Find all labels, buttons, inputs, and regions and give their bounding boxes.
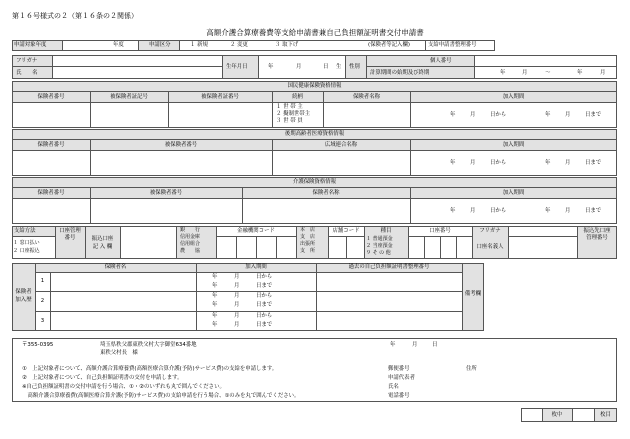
m2-from-day: 日から bbox=[256, 293, 273, 299]
branch-type-head[interactable]: 本 店 bbox=[300, 227, 316, 233]
fiscal-year-label: 申請対象年度 bbox=[14, 42, 47, 48]
note-line-1: ① 上記対象者について、高額介護合算療養費(高額医療合算介護(予防)サービス費)の支給を申請します。 bbox=[22, 366, 278, 372]
holder-furigana-label: フリガナ bbox=[479, 228, 501, 234]
date-day: 日 bbox=[432, 342, 438, 348]
relation-householder[interactable]: １ 世 帯 主 bbox=[276, 104, 303, 110]
care-header-period: 加入期間 bbox=[502, 190, 525, 196]
insurer-note: (保険者等記入欄) bbox=[368, 42, 410, 48]
category-option-new[interactable]: １ 新規 bbox=[190, 42, 208, 48]
birth-label: 生年月日 bbox=[226, 64, 248, 70]
applicant-phone-label: 電話番号 bbox=[388, 393, 410, 399]
account-type-other[interactable]: ９ そ の 他 bbox=[366, 250, 391, 256]
members-section bbox=[12, 263, 484, 331]
elderly-header-union-name: 広域連合名称 bbox=[324, 142, 358, 148]
nhi-from-month: 月 bbox=[470, 112, 476, 118]
window-mgmt-label-1: 口座管理 bbox=[59, 228, 81, 234]
personal-no-label: 個人番号 bbox=[430, 58, 452, 64]
account-type-current[interactable]: ２ 当座預金 bbox=[366, 243, 393, 249]
page-of-label: 枚中 bbox=[551, 412, 563, 418]
institution-code-label: 金融機関コード bbox=[237, 228, 275, 234]
elderly-to-month: 月 bbox=[565, 160, 571, 166]
applicant-rep-label: 申請代表者 bbox=[388, 375, 415, 381]
nhi-to-day: 日まで bbox=[585, 112, 602, 118]
transfer-label-1: 振込口座 bbox=[91, 236, 114, 242]
members-header-period: 加入期間 bbox=[245, 264, 267, 270]
nhi-header-card-symbol: 被保険者証記号 bbox=[110, 94, 148, 100]
bank-type-bank[interactable]: 銀 行 bbox=[180, 227, 201, 233]
account-type-label: 種目 bbox=[380, 228, 392, 234]
branch-type-office[interactable]: 出張所 bbox=[300, 241, 316, 247]
address-line-2: 東秩父村長 様 bbox=[100, 350, 138, 356]
bank-type-shinkin[interactable]: 信用金庫 bbox=[180, 234, 201, 240]
nhi-to-month: 月 bbox=[565, 112, 571, 118]
remarks-label: 備考欄 bbox=[464, 291, 482, 297]
birth-month-unit: 月 bbox=[296, 64, 302, 70]
period-label: 計算期間の始期及び終期 bbox=[370, 70, 430, 76]
note-line-2: ② 上記対象者について、自己負担額証明書の交付を申請します。 bbox=[22, 375, 183, 381]
nhi-header-insurer-name: 保険者名称 bbox=[353, 94, 380, 100]
page-nth-label: 枚目 bbox=[600, 412, 611, 418]
care-from-day: 日から bbox=[490, 208, 507, 214]
postal-code: 〒355-0395 bbox=[22, 342, 54, 348]
m3-from-day: 日から bbox=[256, 313, 273, 319]
m3-to-day: 日まで bbox=[256, 322, 273, 328]
dest-mgmt-label-2: 管理番号 bbox=[586, 235, 608, 241]
elderly-to-year: 年 bbox=[545, 160, 551, 166]
nhi-header-relation: 続柄 bbox=[292, 94, 303, 100]
care-to-day: 日まで bbox=[585, 208, 602, 214]
account-type-ordinary[interactable]: １ 普通預金 bbox=[366, 236, 393, 242]
elderly-from-year: 年 bbox=[450, 160, 456, 166]
m3-from-month: 月 bbox=[234, 313, 240, 319]
address-line-1: 埼玉県秩父郡東秩父村大字御堂634番地 bbox=[100, 342, 197, 348]
m2-to-month: 月 bbox=[234, 302, 240, 308]
nhi-header-insurer-no: 保険者番号 bbox=[37, 94, 65, 100]
date-month: 月 bbox=[412, 342, 418, 348]
applicant-name-label: 氏名 bbox=[388, 384, 399, 390]
window-mgmt-label-2: 番号 bbox=[64, 235, 76, 241]
category-label: 申請区分 bbox=[149, 42, 171, 48]
account-no-label: 口座番号 bbox=[429, 228, 451, 234]
care-to-month: 月 bbox=[565, 208, 571, 214]
period-end-year: 年 bbox=[577, 70, 583, 76]
care-header-insured-no: 被保険者番号 bbox=[149, 190, 183, 196]
care-header-insurer-no: 保険者番号 bbox=[37, 190, 65, 196]
dest-mgmt-label-1: 振込先口座 bbox=[583, 228, 611, 234]
relation-deemed-householder[interactable]: ２ 擬制世帯主 bbox=[276, 111, 311, 117]
branch-type-sub[interactable]: 支 所 bbox=[300, 248, 316, 254]
bank-type-kumiai[interactable]: 信用組合 bbox=[180, 241, 201, 247]
member-row-2-no: 2 bbox=[40, 298, 45, 304]
nhi-section-title: 国民健康保険資格情報 bbox=[287, 83, 342, 89]
period-tilde: ～ bbox=[545, 70, 551, 76]
elderly-to-day: 日まで bbox=[585, 160, 602, 166]
care-from-month: 月 bbox=[470, 208, 476, 214]
relation-member[interactable]: ３ 世 帯 員 bbox=[276, 118, 303, 124]
note-line-3: ※自己負担額証明書の交付申請を行う場合、①・②のいずれも丸で囲んでください。 bbox=[22, 384, 225, 390]
category-option-withdraw[interactable]: ３ 取下げ bbox=[275, 42, 299, 48]
nhi-from-day: 日から bbox=[490, 112, 507, 118]
members-side-label-2: 加入歴 bbox=[15, 297, 32, 303]
nhi-header-card-no: 被保険者証番号 bbox=[201, 94, 239, 100]
row-fiscal-year bbox=[12, 40, 495, 51]
nhi-to-year: 年 bbox=[545, 112, 551, 118]
transfer-label-2: 記 入 欄 bbox=[92, 244, 113, 250]
m1-to-day: 日まで bbox=[256, 283, 273, 289]
furigana-label: フリガナ bbox=[16, 58, 38, 64]
name-label: 氏 名 bbox=[16, 70, 38, 76]
m3-from-year: 年 bbox=[212, 313, 218, 319]
date-year: 年 bbox=[390, 342, 396, 348]
elderly-from-month: 月 bbox=[470, 160, 476, 166]
members-side-label-1: 保険者 bbox=[15, 289, 32, 295]
m1-to-month: 月 bbox=[234, 283, 240, 289]
elderly-header-insured-no: 被保険者番号 bbox=[164, 142, 198, 148]
method-transfer[interactable]: ２ 口座振込 bbox=[13, 248, 40, 254]
note-line-4: 高額介護合算療養費(高額医療合算介護(予防)サービス費)の支給申請を行う場合、①のみを丸で囲んでください。 bbox=[22, 393, 300, 399]
form-title: 高額介護合算療養費等支給申請書兼自己負担額証明書交付申請書 bbox=[206, 28, 424, 37]
m3-to-year: 年 bbox=[212, 322, 218, 328]
members-header-cert-no: 過去の自己負担額証明書整理番号 bbox=[348, 264, 430, 270]
m3-to-month: 月 bbox=[234, 322, 240, 328]
period-start-month: 月 bbox=[522, 70, 528, 76]
birth-day-unit: 日 bbox=[323, 64, 329, 70]
elderly-header-period: 加入期間 bbox=[502, 142, 525, 148]
elderly-section-title: 後期高齢者医療資格情報 bbox=[284, 131, 345, 137]
method-window[interactable]: １ 窓口払い bbox=[13, 240, 40, 246]
bank-type-nokyo[interactable]: 農 協 bbox=[180, 248, 201, 254]
m1-to-year: 年 bbox=[212, 283, 218, 289]
birth-suffix: 生 bbox=[336, 64, 342, 70]
branch-type-branch[interactable]: 支 店 bbox=[300, 234, 316, 240]
fiscal-year-unit: 年度 bbox=[113, 42, 124, 48]
members-header-insurer: 保険者名 bbox=[104, 264, 127, 270]
m2-to-year: 年 bbox=[212, 302, 218, 308]
elderly-from-day: 日から bbox=[490, 160, 507, 166]
m1-from-day: 日から bbox=[256, 274, 273, 280]
branch-code-label: 店舗コード bbox=[332, 228, 360, 234]
m1-from-month: 月 bbox=[234, 274, 240, 280]
category-option-change[interactable]: ２ 変更 bbox=[230, 42, 248, 48]
applicant-postal-label: 郵便番号 bbox=[388, 366, 410, 372]
m2-from-month: 月 bbox=[234, 293, 240, 299]
applicant-address-label: 住所 bbox=[466, 366, 477, 372]
nhi-header-period: 加入期間 bbox=[502, 94, 525, 100]
period-start-year: 年 bbox=[500, 70, 506, 76]
elderly-header-insurer-no: 保険者番号 bbox=[37, 142, 65, 148]
management-no-label: 支給申請書整理番号 bbox=[428, 42, 477, 48]
method-label: 支給方法 bbox=[14, 228, 36, 234]
form-number: 第１６号様式の２（第１６条の２関係） bbox=[12, 12, 138, 20]
care-from-year: 年 bbox=[450, 208, 456, 214]
member-row-1-no: 1 bbox=[40, 278, 45, 284]
birth-year-unit: 年 bbox=[268, 64, 274, 70]
member-row-3-no: 3 bbox=[40, 318, 45, 324]
nhi-from-year: 年 bbox=[450, 112, 456, 118]
m2-to-day: 日まで bbox=[256, 302, 273, 308]
sex-label: 性別 bbox=[349, 64, 360, 70]
care-to-year: 年 bbox=[545, 208, 551, 214]
care-header-insurer-name: 保険者名称 bbox=[312, 190, 340, 196]
care-section-title: 介護保険資格情報 bbox=[292, 179, 337, 185]
m1-from-year: 年 bbox=[212, 274, 218, 280]
period-end-month: 月 bbox=[600, 70, 606, 76]
account-holder-label: 口座名義人 bbox=[476, 244, 504, 250]
m2-from-year: 年 bbox=[212, 293, 218, 299]
